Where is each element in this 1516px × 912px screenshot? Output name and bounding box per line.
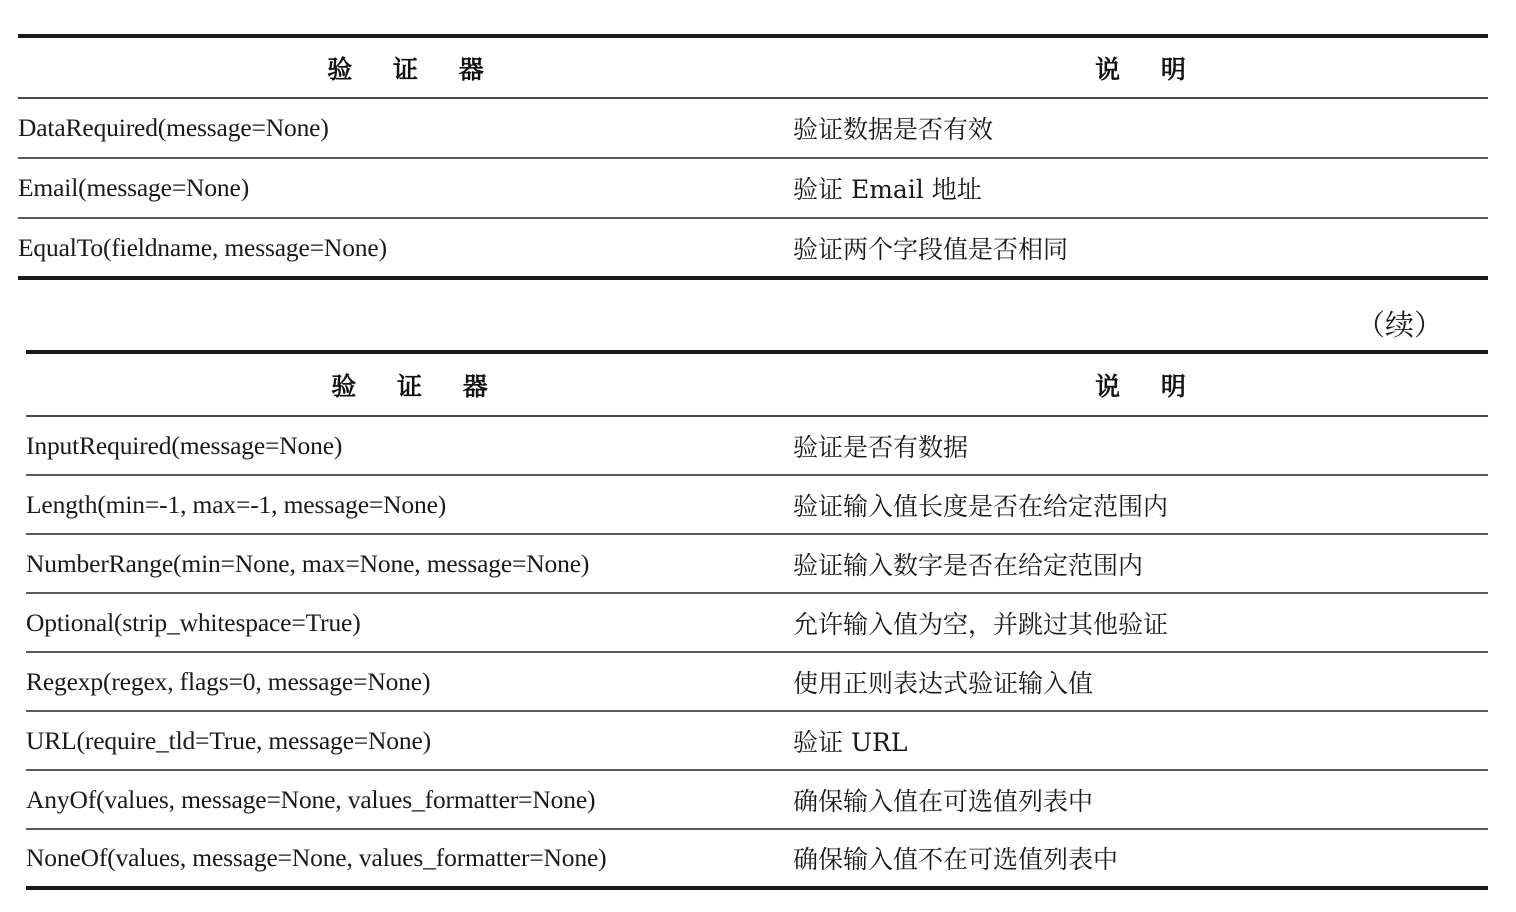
table-row <box>18 98 1488 158</box>
cell-description: 验证是否有数据 <box>793 432 969 462</box>
table-one-head <box>18 36 1488 98</box>
table-row <box>26 534 1488 593</box>
table-two-body <box>26 416 1488 888</box>
table-row <box>26 770 1488 829</box>
column-header-validator: 验 证 器 <box>327 54 500 84</box>
table-header-row <box>26 352 1488 416</box>
table-row <box>26 475 1488 534</box>
table-two-grid <box>26 350 1488 890</box>
cell-description: 验证数据是否有效 <box>793 115 994 144</box>
continuation-marker: （续） <box>1356 308 1444 342</box>
cell-description: 允许输入值为空，并跳过其他验证 <box>793 609 1169 639</box>
cell-description: 验证输入值长度是否在给定范围内 <box>793 491 1169 521</box>
cell-validator: Optional(strip_whitespace=True) <box>26 607 361 637</box>
column-header-validator: 验 证 器 <box>331 371 504 401</box>
table-two-head <box>26 352 1488 416</box>
validator-table-two <box>26 350 1488 890</box>
table-row <box>18 218 1488 278</box>
column-header-description: 说 明 <box>1095 54 1202 84</box>
cell-validator: EqualTo(fieldname, message=None) <box>18 232 387 262</box>
cell-description: 确保输入值在可选值列表中 <box>793 786 1094 816</box>
table-header-row <box>18 36 1488 98</box>
table-one-body <box>18 98 1488 278</box>
column-header-description: 说 明 <box>1095 371 1202 401</box>
cell-validator: Length(min=-1, max=-1, message=None) <box>26 489 447 519</box>
table-row <box>26 416 1488 475</box>
cell-description: 验证 URL <box>793 727 908 757</box>
cell-validator: Email(message=None) <box>18 173 250 202</box>
table-row <box>26 829 1488 888</box>
table-row <box>18 158 1488 218</box>
cell-validator: DataRequired(message=None) <box>18 113 329 142</box>
cell-validator: NumberRange(min=None, max=None, message=None) <box>26 548 590 578</box>
cell-validator: InputRequired(message=None) <box>26 430 343 460</box>
cell-validator: NoneOf(values, message=None, values_formatter=None) <box>26 843 607 872</box>
cell-validator: Regexp(regex, flags=0, message=None) <box>26 666 431 696</box>
cell-description: 使用正则表达式验证输入值 <box>793 668 1094 698</box>
table-row <box>26 652 1488 711</box>
cell-description: 验证输入数字是否在给定范围内 <box>793 550 1144 580</box>
cell-description: 验证 Email 地址 <box>793 175 982 204</box>
table-row <box>26 711 1488 770</box>
cell-description: 确保输入值不在可选值列表中 <box>793 845 1119 874</box>
validator-table-one <box>18 34 1488 280</box>
cell-validator: URL(require_tld=True, message=None) <box>26 725 431 755</box>
table-one-grid <box>18 34 1488 280</box>
cell-validator: AnyOf(values, message=None, values_formatter=None) <box>26 784 596 814</box>
cell-description: 验证两个字段值是否相同 <box>793 234 1069 264</box>
table-row <box>26 593 1488 652</box>
